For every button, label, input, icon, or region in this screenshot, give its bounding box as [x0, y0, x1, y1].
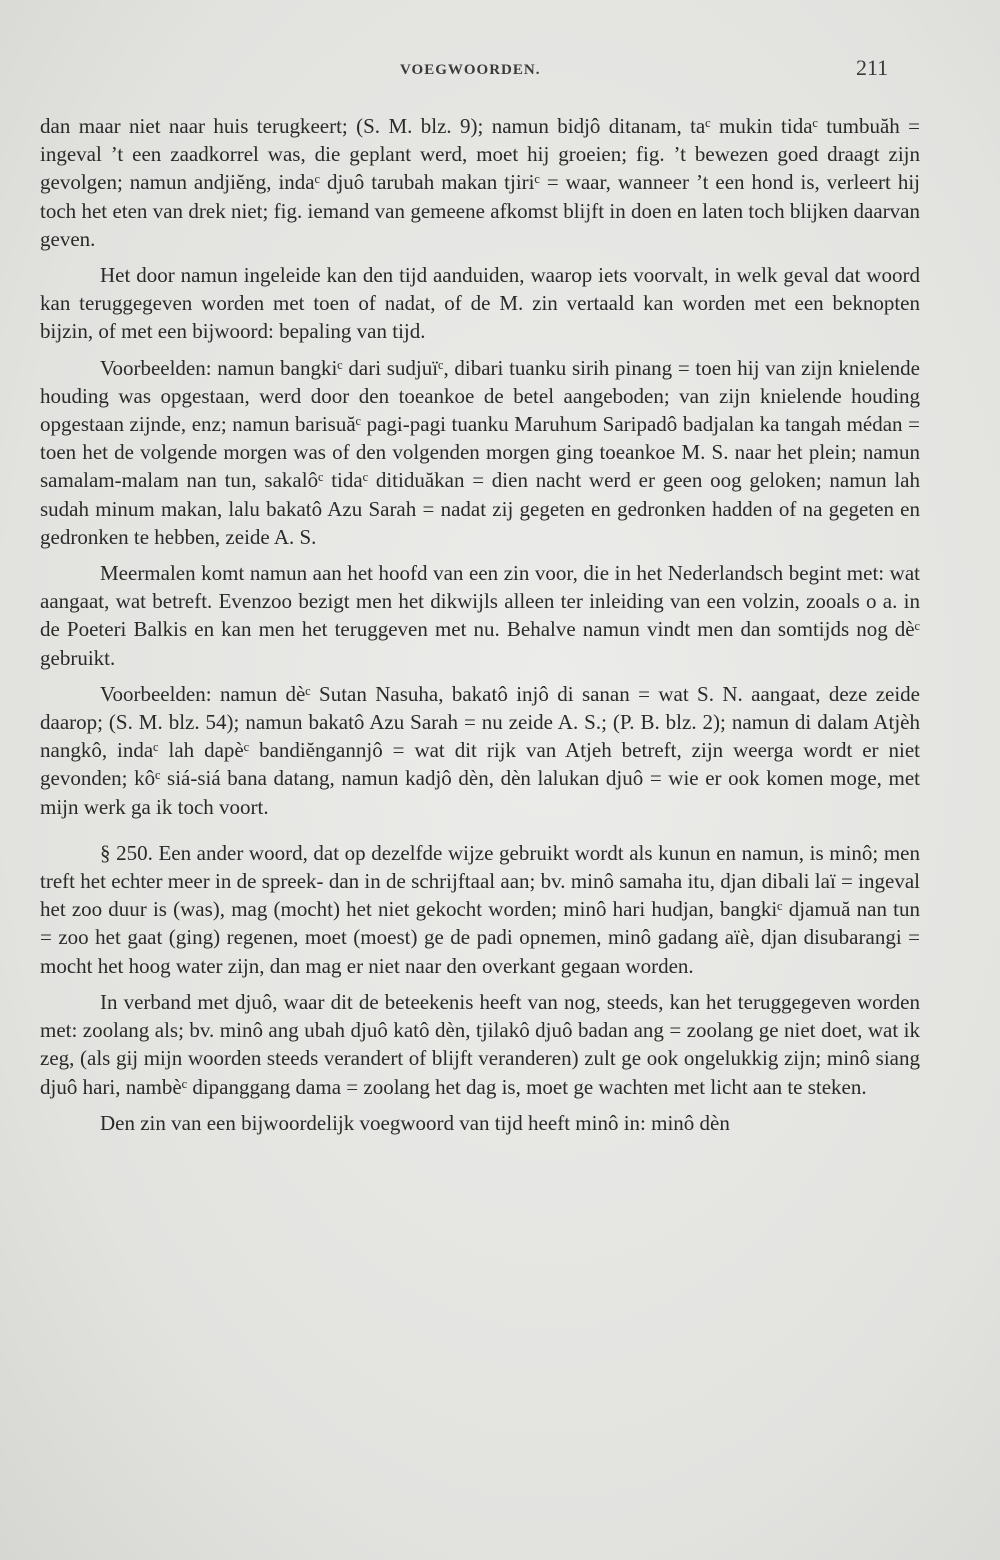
paragraph: Het door namun ingeleide kan den tijd aanduiden, waarop iets voorvalt, in welk geval dat woord kan teruggegeven worden met toen of nadat, of de M. zin vertaald kan worden met een beknopten bijzin, of met een bijwoord: bepaling van tijd.	[40, 263, 920, 344]
paragraph: dan maar niet naar huis terugkeert; (S. M. blz. 9); namun bidjô ditanam, taᶜ mukin tidaᶜ tumbuăh = ingeval ’t een zaadkorrel was, die geplant werd, moet hij groeien; fig. ’t bewezen goed draagt zijn gevolgen; namun andjiĕng, indaᶜ djuô tarubah makan tjiriᶜ = waar, wanneer ’t een hond is, verleert hij toch het eten van drek niet; fig. iemand van gemeene afkomst blijft in doen en laten toch blijken daarvan geven.	[40, 114, 920, 251]
examples-paragraph: Voorbeelden: namun dèᶜ Sutan Nasuha, bakatô injô di sanan = wat S. N. aangaat, deze zeide daarop; (S. M. blz. 54); namun bakatô Azu Sarah = nu zeide A. S.; (P. B. blz. 2); namun di dalam Atjèh nangkô, indaᶜ lah dapèᶜ bandiĕngannjô = wat dit rijk van Atjeh betreft, zijn weerga wordt er niet gevonden; kôᶜ siá-siá bana datang, namun kadjô dèn, dèn lalukan djuô = wie er ook komen moge, met mijn werk ga ik toch voort.	[40, 681, 920, 819]
page-number: 211	[856, 55, 889, 80]
examples-paragraph: Voorbeelden: namun bangkiᶜ dari sudjuïᶜ, dibari tuanku sirih pinang = toen hij van zijn knielende houding was opgestaan, werd door den toeankoe de betel aangeboden; van zijn knielende houding opgestaan zijnde, enz; namun barisuăᶜ pagi-pagi tuanku Maruhum Saripadô badjalan ka tangah médan = toen het de volgende morgen was of den volgenden morgen ging toeankoe M. S. naar het plein; namun samalam-malam nan tun, sakalôᶜ tidaᶜ ditiduăkan = dien nacht werd er geen oog geloken; namun lah sudah minum makan, lalu bakatô Azu Sarah = nadat zij gegeten en gedronken hadden of na gegeten en gedronken te hebben, zeide A. S.	[40, 355, 920, 549]
paragraph: Meermalen komt namun aan het hoofd van een zin voor, die in het Nederlandsch begint met: wat aangaat, wat betreft. Evenzoo bezigt men het dikwijls alleen ter inleiding van een volzin, zooals o a. in de Poeteri Balkis en kan men het teruggeven met nu. Behalve namun vindt men dan somtijds nog dèᶜ gebruikt.	[40, 561, 920, 670]
section-paragraph: § 250. Een ander woord, dat op dezelfde wijze gebruikt wordt als kunun en namun, is minô; men treft het echter meer in de spreek- dan in de schrijftaal aan; bv. minô samaha itu, djan dibali laï = ingeval het zoo duur is (was), mag (mocht) het niet gekocht worden; minô hari hudjan, bangkiᶜ djamuă nan tun = zoo het gaat (ging) regenen, moet (moest) ge de padi opnemen, minô gadang aïè, djan disubarangi = mocht het hoog water zijn, dan mag er niet naar den overkant gegaan worden.	[40, 840, 920, 978]
running-head: VOEGWOORDEN.	[400, 62, 541, 78]
paragraph: Den zin van een bijwoordelijk voegwoord van tijd heeft minô in: minô dèn	[100, 1110, 730, 1135]
page-body	[40, 112, 920, 1137]
paragraph: In verband met djuô, waar dit de beteekenis heeft van nog, steeds, kan het teruggegeven worden met: zoolang als; bv. minô ang ubah djuô katô dèn, tjilakô djuô badan ang = zoolang ge niet doet, wat ik zeg, (als gij mijn woorden steeds verandert of blijft veranderen) zult ge ook ongelukkig zijn; minô siang djuô hari, nambèᶜ dipanggang dama = zoolang het dag is, moet ge wachten met licht aan te steken.	[40, 989, 920, 1099]
